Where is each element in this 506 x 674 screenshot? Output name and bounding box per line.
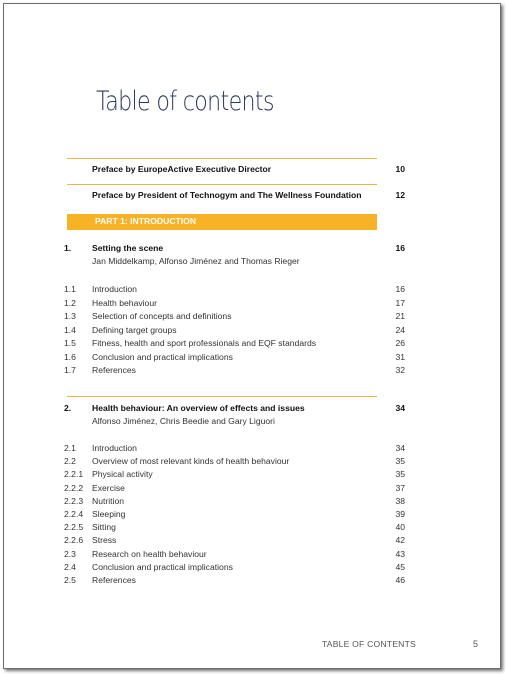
chapter-title: Health behaviour: An overview of effects and issues (92, 403, 305, 413)
toc-entry-number: 2.2.2 (64, 482, 84, 493)
toc-entry-page: 31 (395, 351, 405, 362)
toc-entry-page: 26 (395, 338, 405, 348)
toc-entry-row[interactable] (4, 283, 502, 295)
toc-entry-page: 24 (395, 324, 405, 335)
toc-entry-number: 1.1 (64, 284, 76, 294)
toc-entry-page: 32 (395, 365, 405, 375)
toc-entry-number: 2.5 (64, 575, 76, 585)
toc-entry-number: 2.4 (64, 561, 76, 572)
toc-entry-row[interactable] (4, 351, 502, 363)
toc-entry-row[interactable] (4, 482, 502, 494)
toc-entry-label: Sleeping (92, 509, 126, 519)
toc-entry-label: Fitness, health and sport professionals and EQF standards (92, 338, 317, 348)
toc-entry-label: Physical activity (92, 469, 153, 480)
toc-entry-number: 2.3 (64, 548, 76, 559)
toc-entry-label: Preface by EuropeActive Executive Director (92, 164, 272, 174)
toc-entry-number: 1.3 (64, 311, 76, 321)
toc-entry-label: Stress (92, 535, 117, 546)
toc-entry-label: Nutrition (92, 495, 124, 506)
toc-entry-row[interactable] (4, 324, 502, 336)
divider (67, 158, 377, 159)
chapter-page: 16 (395, 243, 405, 253)
toc-entry-page: 34 (395, 443, 405, 453)
toc-entry-page: 42 (395, 535, 405, 546)
chapter-number: 2. (64, 403, 72, 413)
toc-entry-row[interactable] (4, 508, 502, 520)
toc-chapter-row[interactable] (4, 402, 502, 414)
chapter-title: Setting the scene (92, 243, 164, 253)
page-title: Table of contents (96, 86, 274, 117)
toc-entry-row[interactable] (4, 495, 502, 507)
toc-entry-label: Conclusion and practical implications (92, 561, 233, 572)
toc-entry-row[interactable] (4, 455, 502, 467)
toc-entry-number: 1.5 (64, 338, 76, 348)
toc-entry-number: 2.1 (64, 443, 76, 453)
toc-entry-number: 2.2.4 (64, 509, 84, 519)
divider (67, 184, 377, 185)
toc-entry-row[interactable] (4, 297, 502, 309)
toc-entry-label: Introduction (92, 284, 137, 294)
toc-entry-page: 38 (395, 495, 405, 506)
toc-entry-page: 39 (395, 509, 405, 519)
toc-entry-label: Conclusion and practical implications (92, 351, 233, 362)
toc-entry-row[interactable] (4, 337, 502, 349)
toc-entry-label: Sitting (92, 522, 116, 533)
toc-entry-number: 1.2 (64, 297, 76, 308)
page-number: 5 (473, 639, 479, 649)
divider (67, 396, 377, 397)
toc-entry-page: 46 (395, 575, 405, 585)
toc-entry-row[interactable] (4, 574, 502, 586)
toc-entry-page: 37 (395, 482, 405, 493)
toc-entry-number: 2.2.5 (64, 522, 84, 533)
toc-entry-label: Preface by President of Technogym and The Wellness Foundation (92, 190, 362, 200)
toc-entry-number: 1.4 (64, 324, 76, 335)
toc-entry-page: 40 (395, 522, 405, 533)
toc-entry-label: Introduction (92, 443, 137, 453)
toc-entry-row[interactable] (4, 468, 502, 480)
chapter-authors: Alfonso Jiménez, Chris Beedie and Gary Liguori (92, 416, 275, 426)
part-heading-bar (67, 214, 377, 230)
toc-entry-label: Overview of most relevant kinds of health behaviour (92, 456, 290, 467)
chapter-page: 34 (395, 403, 405, 413)
toc-entry-page: 16 (395, 284, 405, 294)
toc-entry-page: 12 (395, 190, 405, 200)
toc-entry-row[interactable] (4, 548, 502, 560)
toc-preface-row[interactable] (4, 163, 502, 175)
part-heading-label: PART 1: INTRODUCTION (95, 216, 197, 226)
toc-entry-page: 21 (395, 311, 405, 321)
toc-entry-label: References (92, 365, 136, 375)
toc-entry-number: 2.2.1 (64, 469, 84, 480)
toc-entry-page: 17 (395, 297, 405, 308)
toc-entry-label: Exercise (92, 482, 125, 493)
toc-entry-label: Health behaviour (92, 297, 157, 308)
toc-entry-label: Research on health behaviour (92, 548, 207, 559)
toc-entry-page: 43 (395, 548, 405, 559)
toc-entry-row[interactable] (4, 364, 502, 376)
running-footer-label: TABLE OF CONTENTS (322, 639, 416, 649)
toc-preface-row[interactable] (4, 189, 502, 201)
document-page (3, 3, 501, 669)
toc-entry-row[interactable] (4, 442, 502, 454)
toc-entry-number: 2.2.3 (64, 495, 84, 506)
toc-entry-page: 45 (395, 561, 405, 572)
toc-entry-number: 1.6 (64, 351, 76, 362)
toc-entry-number: 1.7 (64, 365, 76, 375)
toc-chapter-row[interactable] (4, 242, 502, 254)
toc-entry-number: 2.2 (64, 456, 76, 467)
toc-entry-row[interactable] (4, 521, 502, 533)
toc-entry-row[interactable] (4, 534, 502, 546)
toc-entry-label: References (92, 575, 136, 585)
toc-entry-page: 10 (395, 164, 405, 174)
toc-entry-row[interactable] (4, 561, 502, 573)
toc-entry-page: 35 (395, 456, 405, 467)
toc-entry-label: Selection of concepts and definitions (92, 311, 232, 321)
chapter-number: 1. (64, 243, 72, 253)
toc-entry-number: 2.2.6 (64, 535, 84, 546)
toc-entry-row[interactable] (4, 310, 502, 322)
chapter-authors: Jan Middelkamp, Alfonso Jiménez and Thomas Rieger (92, 256, 300, 266)
toc-entry-page: 35 (395, 469, 405, 480)
toc-entry-label: Defining target groups (92, 324, 177, 335)
